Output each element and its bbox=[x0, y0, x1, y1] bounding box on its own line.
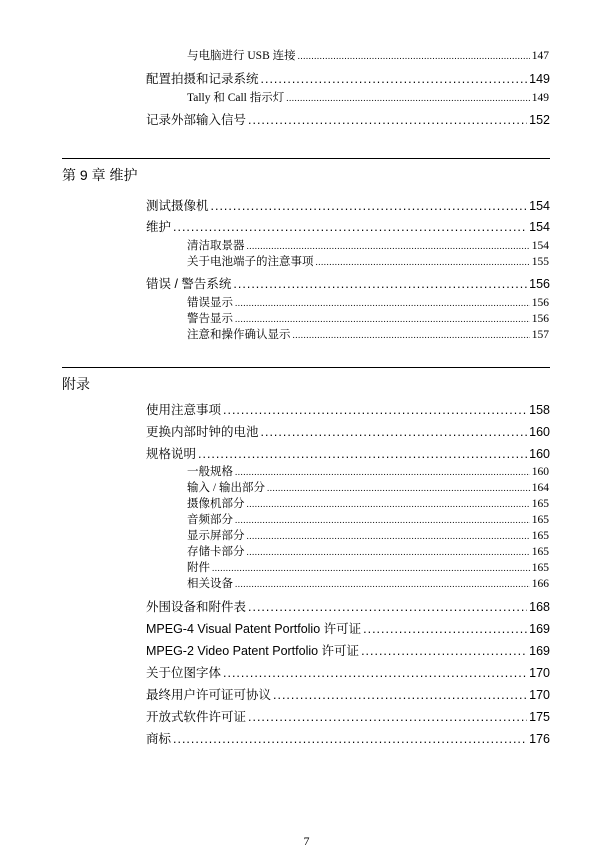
toc-entry-page: 154 bbox=[529, 199, 550, 213]
toc-entry-label: 清洁取景器 bbox=[187, 240, 245, 252]
toc-entry-mpeg2-license[interactable] bbox=[146, 641, 550, 659]
toc-entry-usage-precautions[interactable] bbox=[146, 400, 550, 418]
toc-entry-label: 错误显示 bbox=[187, 297, 233, 309]
dot-leader bbox=[248, 710, 527, 724]
toc-entry-clean-viewfinder[interactable] bbox=[187, 237, 549, 253]
toc-entry-page: 165 bbox=[531, 530, 549, 542]
toc-entry-label: 记录外部输入信号 bbox=[146, 113, 247, 127]
toc-entry-label: 商标 bbox=[146, 732, 172, 746]
toc-entry-label: 注意和操作确认显示 bbox=[187, 329, 291, 341]
toc-entry-eula[interactable] bbox=[146, 685, 550, 703]
toc-entry-page: 156 bbox=[529, 277, 550, 291]
toc-entry-page: 165 bbox=[531, 498, 549, 510]
toc-entry-label: 开放式软件许可证 bbox=[146, 710, 247, 724]
dot-leader bbox=[235, 579, 530, 589]
toc-entry-label: MPEG-2 Video Patent Portfolio 许可证 bbox=[146, 644, 360, 658]
toc-entry-test-camera[interactable] bbox=[146, 196, 550, 214]
toc-entry-page: 154 bbox=[529, 220, 550, 234]
page-number: 7 bbox=[303, 834, 310, 848]
dot-leader bbox=[212, 563, 530, 573]
toc-entry-page: 164 bbox=[531, 482, 549, 494]
toc-entry-label: 错误 / 警告系统 bbox=[146, 277, 232, 291]
toc-entry-mpeg4-license[interactable] bbox=[146, 619, 550, 637]
toc-entry-page: 170 bbox=[529, 688, 550, 702]
toc-entry-label: 摄像机部分 bbox=[187, 498, 245, 510]
toc-entry-page: 156 bbox=[531, 313, 549, 325]
toc-entry-label: 维护 bbox=[146, 220, 172, 234]
toc-entry-specifications[interactable] bbox=[146, 444, 550, 462]
dot-leader bbox=[316, 257, 530, 267]
dot-leader bbox=[363, 622, 527, 636]
dot-leader bbox=[173, 732, 527, 746]
toc-entry-label: 关于电池端子的注意事项 bbox=[187, 256, 314, 268]
dot-leader bbox=[211, 199, 528, 213]
toc-entry-label: 关于位图字体 bbox=[146, 666, 222, 680]
toc-entry-warning-display[interactable] bbox=[187, 310, 549, 326]
toc-entry-label: 测试摄像机 bbox=[146, 199, 209, 213]
toc-entry-page: 169 bbox=[529, 644, 550, 658]
dot-leader bbox=[298, 51, 530, 61]
dot-leader bbox=[235, 467, 530, 477]
dot-leader bbox=[248, 600, 527, 614]
toc-entry-page: 156 bbox=[531, 297, 549, 309]
dot-leader bbox=[233, 277, 527, 291]
dot-leader bbox=[235, 515, 530, 525]
chapter-divider bbox=[62, 158, 550, 159]
toc-entry-page: 149 bbox=[529, 72, 550, 86]
toc-entry-io-section[interactable] bbox=[187, 479, 549, 495]
toc-entry-page: 152 bbox=[529, 113, 550, 127]
dot-leader bbox=[247, 241, 530, 251]
dot-leader bbox=[247, 531, 530, 541]
toc-entry-page: 176 bbox=[529, 732, 550, 746]
toc-entry-related-equipment[interactable] bbox=[187, 575, 549, 591]
toc-entry-tally-call[interactable] bbox=[187, 89, 549, 105]
toc-entry-peripherals-table[interactable] bbox=[146, 597, 550, 615]
dot-leader bbox=[293, 330, 530, 340]
toc-entry-maintenance[interactable] bbox=[146, 217, 550, 235]
appendix-heading: 附录 bbox=[62, 376, 90, 392]
dot-leader bbox=[261, 425, 528, 439]
toc-entry-display-section[interactable] bbox=[187, 527, 549, 543]
dot-leader bbox=[235, 314, 530, 324]
toc-entry-page: 170 bbox=[529, 666, 550, 680]
toc-entry-page: 165 bbox=[531, 562, 549, 574]
toc-entry-label: Tally 和 Call 指示灯 bbox=[187, 92, 285, 104]
toc-entry-error-display[interactable] bbox=[187, 294, 549, 310]
toc-entry-clock-battery[interactable] bbox=[146, 422, 550, 440]
toc-entry-caution-confirm[interactable] bbox=[187, 326, 549, 342]
toc-entry-label: 附件 bbox=[187, 562, 210, 574]
toc-entry-page: 160 bbox=[529, 447, 550, 461]
toc-entry-usb-connect[interactable] bbox=[187, 47, 549, 63]
toc-entry-label: MPEG-4 Visual Patent Portfolio 许可证 bbox=[146, 622, 362, 636]
toc-entry-camera-section[interactable] bbox=[187, 495, 549, 511]
toc-entry-label: 更换内部时钟的电池 bbox=[146, 425, 259, 439]
toc-entry-label: 一般规格 bbox=[187, 466, 233, 478]
appendix-divider bbox=[62, 367, 550, 368]
dot-leader bbox=[248, 113, 527, 127]
toc-entry-page: 158 bbox=[529, 403, 550, 417]
toc-entry-label: 使用注意事项 bbox=[146, 403, 222, 417]
dot-leader bbox=[361, 644, 527, 658]
toc-entry-page: 160 bbox=[531, 466, 549, 478]
dot-leader bbox=[235, 298, 530, 308]
toc-entry-open-source-license[interactable] bbox=[146, 707, 550, 725]
toc-entry-page: 166 bbox=[531, 578, 549, 590]
toc-entry-page: 155 bbox=[531, 256, 549, 268]
dot-leader bbox=[223, 666, 527, 680]
toc-entry-trademarks[interactable] bbox=[146, 729, 550, 747]
dot-leader bbox=[267, 483, 530, 493]
toc-entry-page: 165 bbox=[531, 546, 549, 558]
chapter-heading: 第 9 章 维护 bbox=[62, 167, 138, 183]
toc-entry-label: 与电脑进行 USB 连接 bbox=[187, 50, 296, 62]
toc-entry-label: 存储卡部分 bbox=[187, 546, 245, 558]
toc-entry-label: 外围设备和附件表 bbox=[146, 600, 247, 614]
toc-entry-page: 149 bbox=[531, 92, 549, 104]
toc-entry-page: 175 bbox=[529, 710, 550, 724]
toc-entry-shooting-system[interactable] bbox=[146, 69, 550, 87]
dot-leader bbox=[273, 688, 527, 702]
toc-entry-memory-card-section[interactable] bbox=[187, 543, 549, 559]
toc-entry-label: 警告显示 bbox=[187, 313, 233, 325]
toc-entry-external-input[interactable] bbox=[146, 110, 550, 128]
toc-entry-label: 配置拍摄和记录系统 bbox=[146, 72, 259, 86]
dot-leader bbox=[223, 403, 527, 417]
toc-entry-accessories[interactable] bbox=[187, 559, 549, 575]
toc-entry-audio-section[interactable] bbox=[187, 511, 549, 527]
dot-leader bbox=[198, 447, 527, 461]
toc-entry-label: 输入 / 输出部分 bbox=[187, 482, 265, 494]
toc-entry-page: 147 bbox=[531, 50, 549, 62]
toc-entry-label: 音频部分 bbox=[187, 514, 233, 526]
toc-entry-battery-terminal[interactable] bbox=[187, 253, 549, 269]
toc-entry-label: 显示屏部分 bbox=[187, 530, 245, 542]
toc-entry-page: 154 bbox=[531, 240, 549, 252]
toc-entry-page: 169 bbox=[529, 622, 550, 636]
toc-entry-label: 最终用户许可证可协议 bbox=[146, 688, 272, 702]
toc-entry-page: 165 bbox=[531, 514, 549, 526]
toc-entry-page: 160 bbox=[529, 425, 550, 439]
dot-leader bbox=[247, 499, 530, 509]
toc-entry-label: 规格说明 bbox=[146, 447, 197, 461]
toc-entry-error-warning[interactable] bbox=[146, 274, 550, 292]
toc-entry-page: 168 bbox=[529, 600, 550, 614]
toc-entry-page: 157 bbox=[531, 329, 549, 341]
dot-leader bbox=[173, 220, 527, 234]
toc-entry-label: 相关设备 bbox=[187, 578, 233, 590]
toc-entry-general-spec[interactable] bbox=[187, 463, 549, 479]
dot-leader bbox=[247, 547, 530, 557]
toc-entry-bitmap-font[interactable] bbox=[146, 663, 550, 681]
dot-leader bbox=[286, 93, 529, 103]
dot-leader bbox=[261, 72, 528, 86]
